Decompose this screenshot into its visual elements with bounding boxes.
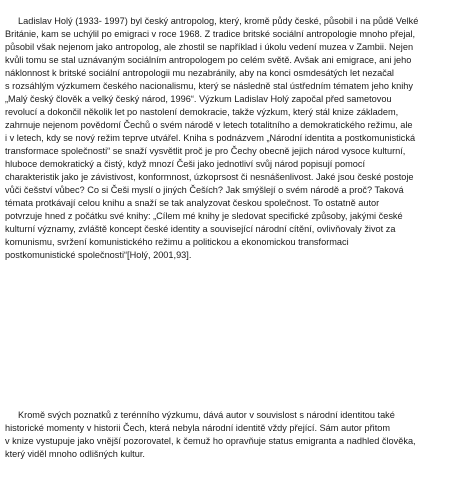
text-line: transformace společnosti“ se snaží vysvětlit proč je pro Čechy obecně jejich národ vysoce kulturní, bbox=[5, 146, 406, 156]
text-line: Kromě svých poznatků z terénního výzkumu, dává autor v souvislost s národní identitou také bbox=[18, 410, 395, 420]
text-line: „Malý český člověk a velký český národ, 1996“. Výzkum Ladislav Holý započal před sametovou bbox=[5, 94, 392, 104]
text-line: historické momenty v historii Čech, která nebyla národní identitě vždy přející. Sám autor přitom bbox=[5, 423, 391, 433]
text-line: který viděl mnoho odlišných kultur. bbox=[5, 449, 145, 459]
text-line: revolucí a dokončil několik let po nastolení demokracie, takže výzkum, který stál knize základem, bbox=[5, 107, 399, 117]
text-line: Británie, kam se uchýlil po emigraci v roce 1968. Z tradice britské sociální antropologie mnoho přejal, bbox=[5, 29, 416, 39]
text-line: charakteristik jako je závistivost, konformnost, úzkoprsost či nesnášenlivost. Jaké jsou české postoje bbox=[5, 172, 414, 182]
text-line: i v letech, kdy se nový režim teprve utvářel. Kniha s podnázvem „Národní identita a postkomunistická bbox=[5, 133, 416, 143]
text-line: v knize vystupuje jako vnější pozorovatel, k čemuž ho opravňuje status emigranta a nadhled člověka, bbox=[5, 436, 416, 446]
text-line: Ladislav Holý (1933- 1997) byl český antropolog, který, kromě půdy české, působil i na půdě Velké bbox=[18, 16, 419, 26]
text-line: potvrzuje hned z počátku své knihy: „Cílem mé knihy je sledovat specifické způsoby, jakými české bbox=[5, 211, 403, 221]
text-line: kulturní významy, zvláště koncept české identity a související národní cítění, ovlivňovaly život za bbox=[5, 224, 396, 234]
text-line: s rozsáhlým výzkumem českého nacionalismu, který se následně stal ústředním tématem jeho knihy bbox=[5, 81, 413, 91]
text-line: postkomunistické společnosti“[Holý, 2001,93]. bbox=[5, 250, 192, 260]
text-line: zahrnuje nejenom povědomí Čechů o svém národě v letech totalitního a demokratického režimu, ale bbox=[5, 120, 413, 130]
text-line: témata protkávají celou knihu a snaží se tak analyzovat českou společnost. To ostatně autor bbox=[5, 198, 380, 208]
text-line: náklonnost k britské sociální antropologii mu nezabránily, aby na konci osmdesátých let nezačal bbox=[5, 68, 394, 78]
text-line: komunismu, svržení komunistického režimu a politickou a ekonomickou transformaci bbox=[5, 237, 349, 247]
text-line: hluboce demokratický a čistý, když mnozí Češi jako jednotliví svůj národ popisují pomocí bbox=[5, 159, 366, 169]
text-line: působil však nejenom jako antropolog, ale zhostil se například i úkolu vedení muzea v Zambii. Nejen bbox=[5, 42, 414, 52]
text-line: kvůli tomu se stal uznávaným sociálním antropologem po celém světě. Avšak ani emigrace, ani jeho bbox=[5, 55, 412, 65]
text-line: vůči češství vůbec? Co si Češi myslí o jiných Češích? Jak smýšlejí o svém národě a proč? Taková bbox=[5, 185, 404, 195]
